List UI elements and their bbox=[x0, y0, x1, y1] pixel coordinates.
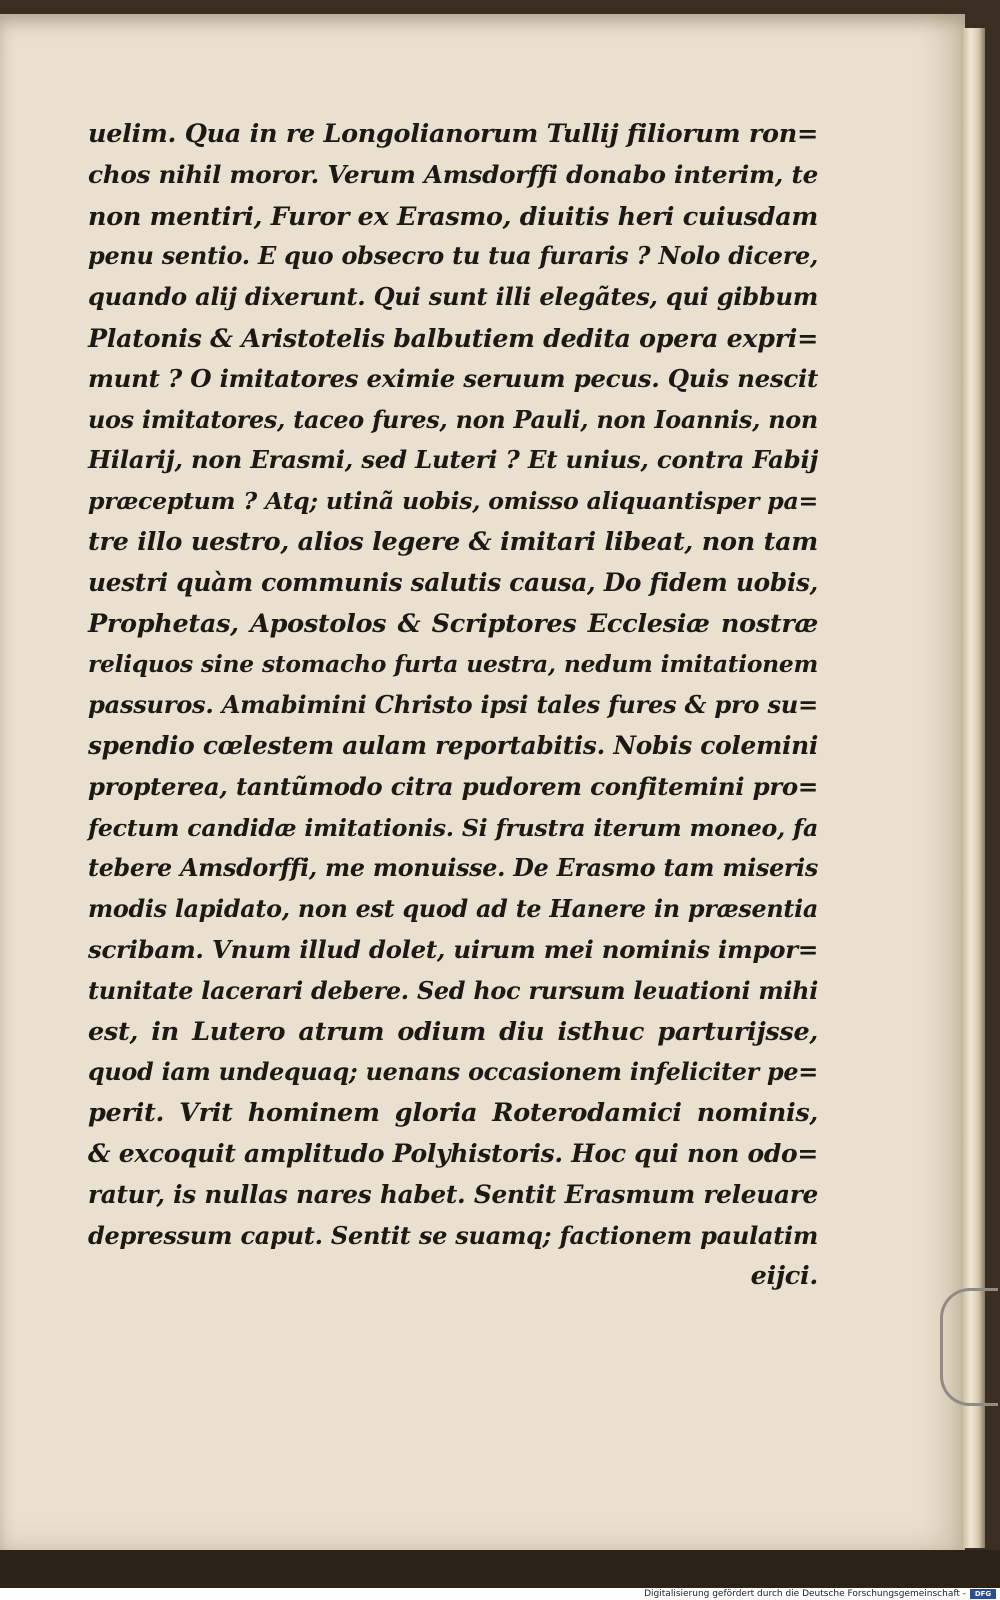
scan-bottom-band bbox=[0, 1550, 1000, 1588]
text-line: passuros. Amabimini Christo ipsi tales fures & pro su= bbox=[88, 690, 818, 720]
text-line: est, in Lutero atrum odium diu isthuc parturijsse, bbox=[88, 1016, 818, 1047]
text-line: quando alij dixerunt. Qui sunt illi elegãtes, qui gibbum bbox=[88, 282, 818, 312]
text-line: quod iam undequaq; uenans occasionem infeliciter pe= bbox=[88, 1058, 818, 1087]
text-line: Platonis & Aristotelis balbutiem dedita opera expri= bbox=[88, 322, 818, 353]
text-line: chos nihil moror. Verum Amsdorffi donabo interim, te bbox=[88, 159, 818, 189]
dfg-logo-icon: DFG bbox=[970, 1589, 996, 1599]
text-line: reliquos sine stomacho furta uestra, nedum imitationem bbox=[88, 650, 818, 679]
digitization-footer bbox=[0, 1588, 1000, 1600]
text-line: tunitate lacerari debere. Sed hoc rursum leuationi mihi bbox=[88, 976, 818, 1005]
text-line: spendio cœlestem aulam reportabitis. Nobis colemini bbox=[88, 730, 818, 760]
clip-mark bbox=[940, 1288, 998, 1406]
text-line: perit. Vrit hominem gloria Roterodamici nominis, bbox=[88, 1098, 818, 1129]
text-line: præceptum ? Atq; utinã uobis, omisso aliquantisper pa= bbox=[88, 487, 818, 516]
text-line: Hilarij, non Erasmi, sed Luteri ? Et unius, contra Fabij bbox=[88, 445, 818, 475]
text-line: depressum caput. Sentit se suamq; factionem paulatim bbox=[88, 1220, 818, 1250]
text-line: modis lapidato, non est quod ad te Hanere in præsentia bbox=[88, 895, 818, 924]
text-line: propterea, tantũmodo citra pudorem confitemini pro= bbox=[88, 771, 818, 801]
text-line: penu sentio. E quo obsecro tu tua furaris ? Nolo dicere, bbox=[88, 242, 818, 271]
text-line: uestri quàm communis salutis causa, Do fidem uobis, bbox=[88, 567, 818, 597]
text-line: & excoquit amplitudo Polyhistoris. Hoc qui non odo= bbox=[88, 1138, 818, 1168]
text-line: ratur, is nullas nares habet. Sentit Erasmum releuare bbox=[88, 1179, 818, 1209]
text-line: Prophetas, Apostolos & Scriptores Ecclesiæ nostræ bbox=[88, 608, 818, 639]
text-line: fectum candidæ imitationis. Si frustra iterum moneo, fa bbox=[88, 813, 818, 842]
book-page bbox=[0, 14, 965, 1550]
text-line: scribam. Vnum illud dolet, uirum mei nominis impor= bbox=[88, 934, 818, 964]
text-line-final: eijci. bbox=[750, 1261, 818, 1292]
text-line: tebere Amsdorffi, me monuisse. De Erasmo tam miseris bbox=[88, 854, 818, 883]
text-line: munt ? O imitatores eximie seruum pecus. Quis nescit bbox=[88, 363, 818, 393]
text-line: uos imitatores, taceo fures, non Pauli, non Ioannis, non bbox=[88, 405, 818, 434]
text-block bbox=[88, 114, 818, 1297]
text-line: tre illo uestro, alios legere & imitari libeat, non tam bbox=[88, 526, 818, 557]
text-line: non mentiri, Furor ex Erasmo, diuitis heri cuiusdam bbox=[88, 200, 818, 231]
footer-credit: Digitalisierung gefördert durch die Deutsche Forschungsgemeinschaft - bbox=[644, 1589, 966, 1599]
text-line: uelim. Qua in re Longolianorum Tullij filiorum ron= bbox=[88, 119, 818, 149]
